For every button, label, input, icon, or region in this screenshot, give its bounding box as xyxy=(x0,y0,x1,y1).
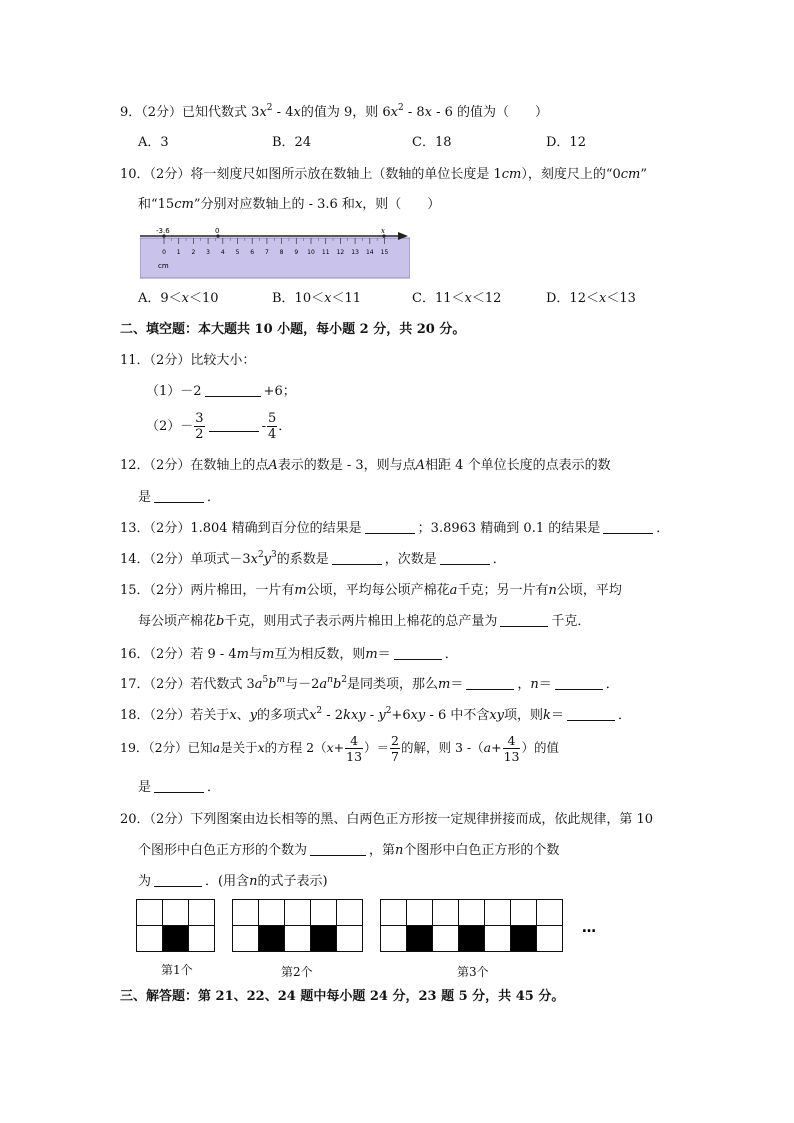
answer-blank[interactable] xyxy=(365,520,415,534)
q12-var: A xyxy=(415,458,426,473)
question-19-line-1 xyxy=(120,731,559,765)
q10-opt-var: x xyxy=(181,291,190,306)
fraction-4-13 xyxy=(345,733,363,764)
q15-text: 公顷，平均每公顷产棉花 xyxy=(306,583,450,598)
q20-var: n xyxy=(395,843,404,858)
white-square xyxy=(537,900,563,926)
white-square xyxy=(511,900,537,926)
q17-text: ． xyxy=(605,677,619,692)
q18-var: y xyxy=(249,708,258,723)
white-square xyxy=(233,926,259,952)
answer-blank[interactable] xyxy=(394,646,442,660)
q17-text: ＝ xyxy=(538,677,552,692)
answer-blank[interactable] xyxy=(154,779,204,793)
answer-blank[interactable] xyxy=(500,613,548,627)
q18-var: k xyxy=(343,708,351,723)
q20-var: n xyxy=(249,874,258,889)
q15-text: 每公顷产棉花 xyxy=(138,614,217,629)
q10-text: 10．（2分）将一刻度尺如图所示放在数轴上（数轴的单位长度是 1 xyxy=(120,167,502,182)
q16-text: ． xyxy=(444,647,458,662)
q10-unit: cm xyxy=(501,167,522,182)
q20-text: ．(用含 xyxy=(205,874,250,889)
q9-option-a: A．3 xyxy=(138,135,169,150)
answer-blank[interactable] xyxy=(603,520,653,534)
q20-text: 为 xyxy=(138,874,152,889)
ruler-unit-label: cm xyxy=(158,262,169,270)
q9-option-b: B．24 xyxy=(272,135,312,150)
answer-blank[interactable] xyxy=(154,873,202,887)
black-square xyxy=(459,926,485,952)
q20-text: 的式子表示) xyxy=(257,874,328,889)
q10-text: ），刻度尺上的“0 xyxy=(521,167,621,182)
frac-denominator: 13 xyxy=(346,749,363,764)
answer-blank[interactable] xyxy=(310,842,366,856)
q19-text: + xyxy=(491,740,502,755)
q18-var: x xyxy=(309,708,317,723)
q9-option-c: C．18 xyxy=(412,135,452,150)
frac-numerator: 2 xyxy=(391,733,399,748)
q17-exp: 5 xyxy=(262,675,269,685)
q10-unit: cm xyxy=(620,167,641,182)
white-square xyxy=(163,900,189,926)
q18-exp: 2 xyxy=(385,706,392,716)
black-square xyxy=(259,926,285,952)
fraction-2-7 xyxy=(390,733,400,764)
q9-option-d: D．12 xyxy=(546,135,586,150)
white-square xyxy=(189,926,215,952)
q18-var: k xyxy=(543,708,551,723)
answer-blank[interactable] xyxy=(205,383,261,397)
q17-exp: 2 xyxy=(341,675,347,685)
white-square xyxy=(381,900,407,926)
q9-text: - 6 的值为（ ） xyxy=(431,105,549,120)
q17-text: 与－2 xyxy=(285,677,320,692)
question-17 xyxy=(120,675,619,695)
question-9 xyxy=(120,103,548,123)
ruler-tick-label: 8 xyxy=(279,249,284,256)
q18-text: +6 xyxy=(391,708,411,723)
ruler-tick-label: 4 xyxy=(220,249,225,256)
q20-text: 个图形中白色正方形的个数 xyxy=(403,843,560,858)
pattern-caption-2: 第2个 xyxy=(281,965,313,979)
q15-var: a xyxy=(449,583,458,598)
fraction-4-13 xyxy=(503,733,521,764)
q17-exp: n xyxy=(327,675,333,685)
q16-var: m xyxy=(262,647,275,662)
q18-text: 的多项式 xyxy=(257,708,310,723)
q10-var: x xyxy=(354,197,363,212)
black-square xyxy=(163,926,189,952)
q18-text: 项，则 xyxy=(504,708,544,723)
question-18 xyxy=(120,706,631,726)
question-10-line-1 xyxy=(120,165,647,185)
white-square xyxy=(485,926,511,952)
q10-opt-text: B．10＜ xyxy=(272,291,325,306)
q14-exp: 2 xyxy=(257,550,264,560)
q17-text: 是同类项，那么 xyxy=(347,677,439,692)
answer-blank[interactable] xyxy=(466,676,514,690)
q14-text: ． xyxy=(492,552,506,567)
q19-var: a xyxy=(483,740,492,755)
white-square xyxy=(433,926,459,952)
q18-var: y xyxy=(378,708,386,723)
answer-blank[interactable] xyxy=(440,551,490,565)
q9-var: x xyxy=(390,105,398,120)
question-12-line-2 xyxy=(138,488,220,508)
ruler-tick-label: 2 xyxy=(191,249,196,256)
q19-text: 的解，则 3 -（ xyxy=(401,740,484,755)
ruler-tick-label: 7 xyxy=(264,249,269,256)
q18-text: - xyxy=(365,708,379,723)
axis-label-zero: 0 xyxy=(215,227,220,235)
q15-var: n xyxy=(548,583,557,598)
q16-text: ＝ xyxy=(377,647,391,662)
ruler-tick-label: 13 xyxy=(351,249,359,256)
white-square xyxy=(337,926,363,952)
ruler-tick-label: 15 xyxy=(380,249,389,256)
q10-opt-text: ＜11 xyxy=(331,291,361,306)
q18-text: ． xyxy=(617,708,631,723)
q19-text: ）的值 xyxy=(521,740,559,755)
q19-text: 19．（2分）已知 xyxy=(120,740,213,755)
q9-text: 的值为 9，则 6 xyxy=(300,105,391,120)
answer-blank[interactable] xyxy=(209,418,259,432)
ruler-tick-label: 14 xyxy=(365,249,374,256)
q20-text: ，第 xyxy=(369,843,396,858)
q10-opt-var: x xyxy=(598,291,607,306)
question-11-part-1 xyxy=(146,382,296,402)
question-15-line-1 xyxy=(120,581,622,601)
fraction-5-4 xyxy=(267,411,277,442)
q19-var: a xyxy=(212,740,221,755)
black-square xyxy=(511,926,537,952)
q19-text: 是 xyxy=(138,780,152,795)
q18-text: 18．（2分）若关于 xyxy=(120,708,230,723)
q12-text: 表示的数是 - 3，则与点 xyxy=(277,458,416,473)
q17-exp: m xyxy=(276,675,286,685)
section-3-heading: 三、解答题：第 21、22、24 题中每小题 24 分，23 题 5 分，共 45 分。 xyxy=(120,989,565,1004)
question-10-line-2 xyxy=(138,195,440,215)
q18-text: ＝ xyxy=(550,708,564,723)
q16-text: 与 xyxy=(248,647,262,662)
ruler-tick-label: 12 xyxy=(336,249,345,256)
answer-blank[interactable] xyxy=(154,489,204,503)
q14-text: ，次数是 xyxy=(384,552,437,567)
ruler-tick-label: 9 xyxy=(294,249,299,256)
q12-text: 是 xyxy=(138,490,152,505)
q18-var: xy xyxy=(410,708,426,723)
q13-text: ． xyxy=(656,521,670,536)
question-11-part-2 xyxy=(146,410,291,444)
ruler-tick-label: 3 xyxy=(206,249,211,256)
white-square xyxy=(189,900,215,926)
q18-text: - 2 xyxy=(322,708,344,723)
question-20-line-3 xyxy=(138,872,328,892)
q20-text: 个图形中白色正方形的个数为 xyxy=(138,843,308,858)
question-20-line-2 xyxy=(138,841,559,861)
pattern-caption-3: 第3个 xyxy=(457,965,489,979)
q17-var: b xyxy=(332,677,342,692)
q15-text: 15．（2分）两片棉田，一片有 xyxy=(120,583,295,598)
white-square xyxy=(137,900,163,926)
q19-text: ）＝ xyxy=(364,740,390,755)
white-square xyxy=(537,926,563,952)
q15-text: 千克，则用式子表示两片棉田上棉花的总产量为 xyxy=(224,614,498,629)
q16-text: 16．（2分）若 9 - 4 xyxy=(120,647,237,662)
q18-exp: 2 xyxy=(316,706,323,716)
pattern-caption-1: 第1个 xyxy=(161,963,193,977)
q17-var: n xyxy=(530,677,539,692)
q9-exp: 2 xyxy=(397,103,404,113)
q10-opt-text: ＜10 xyxy=(189,291,219,306)
q13-text: 13．（2分）1.804 精确到百分位的结果是 xyxy=(120,521,362,536)
q17-var: a xyxy=(319,677,328,692)
frac-denominator: 13 xyxy=(503,749,520,764)
q14-text: 14．（2分）单项式－3 xyxy=(120,552,251,567)
q10-option-c xyxy=(412,289,501,309)
q17-var: a xyxy=(254,677,263,692)
q12-text: 相距 4 个单位长度的点表示的数 xyxy=(425,458,611,473)
frac-numerator: 4 xyxy=(503,733,521,749)
q18-var: xy xyxy=(489,708,505,723)
white-square xyxy=(137,926,163,952)
q12-text: 12．（2分）在数轴上的点 xyxy=(120,458,269,473)
q9-text: - 8 xyxy=(403,105,425,120)
frac-denominator: 7 xyxy=(391,749,399,764)
q17-text: ， xyxy=(517,677,531,692)
q10-opt-text: D．12＜ xyxy=(546,291,599,306)
question-12-line-1 xyxy=(120,456,611,476)
white-square xyxy=(407,900,433,926)
ruler-tick-label: 10 xyxy=(307,249,315,256)
q10-opt-text: C．11＜ xyxy=(412,291,465,306)
q9-var: x xyxy=(259,105,267,120)
q16-var: m xyxy=(236,647,249,662)
white-square xyxy=(433,900,459,926)
ruler-tick-label: 6 xyxy=(250,249,255,256)
white-square xyxy=(485,900,511,926)
q11-text: - xyxy=(261,419,266,434)
pattern-squares xyxy=(137,900,563,952)
q19-var: x xyxy=(326,740,334,755)
black-square xyxy=(407,926,433,952)
question-11-title: 11．（2分）比较大小： xyxy=(120,353,256,368)
white-square xyxy=(233,900,259,926)
q9-var: x xyxy=(424,105,432,120)
q16-var: m xyxy=(365,647,378,662)
q19-text: + xyxy=(333,740,345,755)
q10-opt-var: x xyxy=(464,291,472,306)
q17-text: 17．（2分）若代数式 3 xyxy=(120,677,255,692)
question-14 xyxy=(120,550,506,570)
q10-text: 和“15 xyxy=(138,197,175,212)
question-13 xyxy=(120,519,669,539)
q11-text: ． xyxy=(278,419,292,434)
q10-opt-text: ＜12 xyxy=(471,291,502,306)
q15-text: 公顷，平均 xyxy=(556,583,622,598)
q18-var: x xyxy=(229,708,237,723)
ruler-tick-label: 5 xyxy=(235,249,240,256)
white-square xyxy=(381,926,407,952)
q11-text: （2）－ xyxy=(146,419,194,434)
question-16 xyxy=(120,645,458,665)
q10-option-d xyxy=(546,289,636,309)
question-19-line-2 xyxy=(138,778,220,798)
frac-numerator: 5 xyxy=(267,411,277,426)
frac-numerator: 3 xyxy=(195,411,204,426)
q18-var: xy xyxy=(350,708,366,723)
q10-option-a xyxy=(138,289,219,309)
q10-opt-var: x xyxy=(324,291,332,306)
q9-exp: 2 xyxy=(266,103,273,113)
q18-text: 、 xyxy=(236,708,250,723)
q19-text: ． xyxy=(207,780,221,795)
q15-var: b xyxy=(216,614,225,629)
ruler-tick-label: 1 xyxy=(176,249,181,256)
q10-unit: cm xyxy=(174,197,194,212)
q9-text: - 4 xyxy=(272,105,294,120)
question-15-line-2 xyxy=(138,612,590,632)
q15-var: m xyxy=(294,583,307,598)
q12-var: A xyxy=(268,458,278,473)
q18-text: - 6 中不含 xyxy=(425,708,490,723)
answer-blank[interactable] xyxy=(567,707,615,721)
q11-text: +6； xyxy=(263,384,296,399)
section-2-heading: 二、填空题：本大题共 10 小题，每小题 2 分，共 20 分。 xyxy=(120,322,466,337)
q10-text: ，则（ ） xyxy=(362,197,441,212)
q12-text: ． xyxy=(207,490,221,505)
fraction-3-2 xyxy=(194,411,204,442)
q13-text: ；3.8963 精确到 0.1 的结果是 xyxy=(417,521,601,536)
q14-text: 的系数是 xyxy=(276,552,329,567)
q16-text: 互为相反数，则 xyxy=(274,647,366,662)
ellipsis-mark: … xyxy=(582,920,596,936)
axis-label-x: x xyxy=(381,227,385,235)
white-square xyxy=(285,900,311,926)
q17-var: b xyxy=(268,677,277,692)
q14-var: x xyxy=(250,552,258,567)
q10-opt-text: A．9＜ xyxy=(138,291,182,306)
white-square xyxy=(337,900,363,926)
ruler-figure xyxy=(140,222,410,280)
q10-opt-text: ＜13 xyxy=(606,291,636,306)
q9-text: 9．（2分）已知代数式 3 xyxy=(120,105,260,120)
q19-var: x xyxy=(257,740,265,755)
axis-label-neg36: -3.6 xyxy=(156,227,170,235)
q9-var: x xyxy=(293,105,301,120)
white-square xyxy=(311,900,337,926)
q15-text: 千克． xyxy=(551,614,591,629)
q19-text: 是关于 xyxy=(220,740,258,755)
q19-text: 的方程 2（ xyxy=(264,740,327,755)
white-square xyxy=(259,900,285,926)
answer-blank[interactable] xyxy=(555,676,603,690)
q15-text: 千克；另一片有 xyxy=(457,583,549,598)
q10-option-b xyxy=(272,289,361,309)
white-square xyxy=(285,926,311,952)
answer-blank[interactable] xyxy=(332,551,382,565)
black-square xyxy=(311,926,337,952)
ruler-tick-label: 0 xyxy=(162,249,166,256)
q17-var: m xyxy=(438,677,451,692)
question-20-line-1: 20．（2分）下列图案由边长相等的黑、白两色正方形按一定规律拼接而成，依此规律，第 10 xyxy=(120,812,653,827)
ruler-tick-label: 11 xyxy=(321,249,330,256)
q11-text: （1）－2 xyxy=(146,384,202,399)
q14-var: y xyxy=(263,552,272,567)
white-square xyxy=(459,900,485,926)
q10-text: ” xyxy=(640,167,648,182)
frac-denominator: 4 xyxy=(267,427,277,442)
frac-denominator: 2 xyxy=(195,427,204,442)
frac-numerator: 4 xyxy=(345,733,363,749)
q14-exp: 3 xyxy=(271,550,277,560)
pattern-figures xyxy=(136,895,606,957)
q17-text: ＝ xyxy=(450,677,464,692)
q10-text: ”分别对应数轴上的 - 3.6 和 xyxy=(193,197,355,212)
